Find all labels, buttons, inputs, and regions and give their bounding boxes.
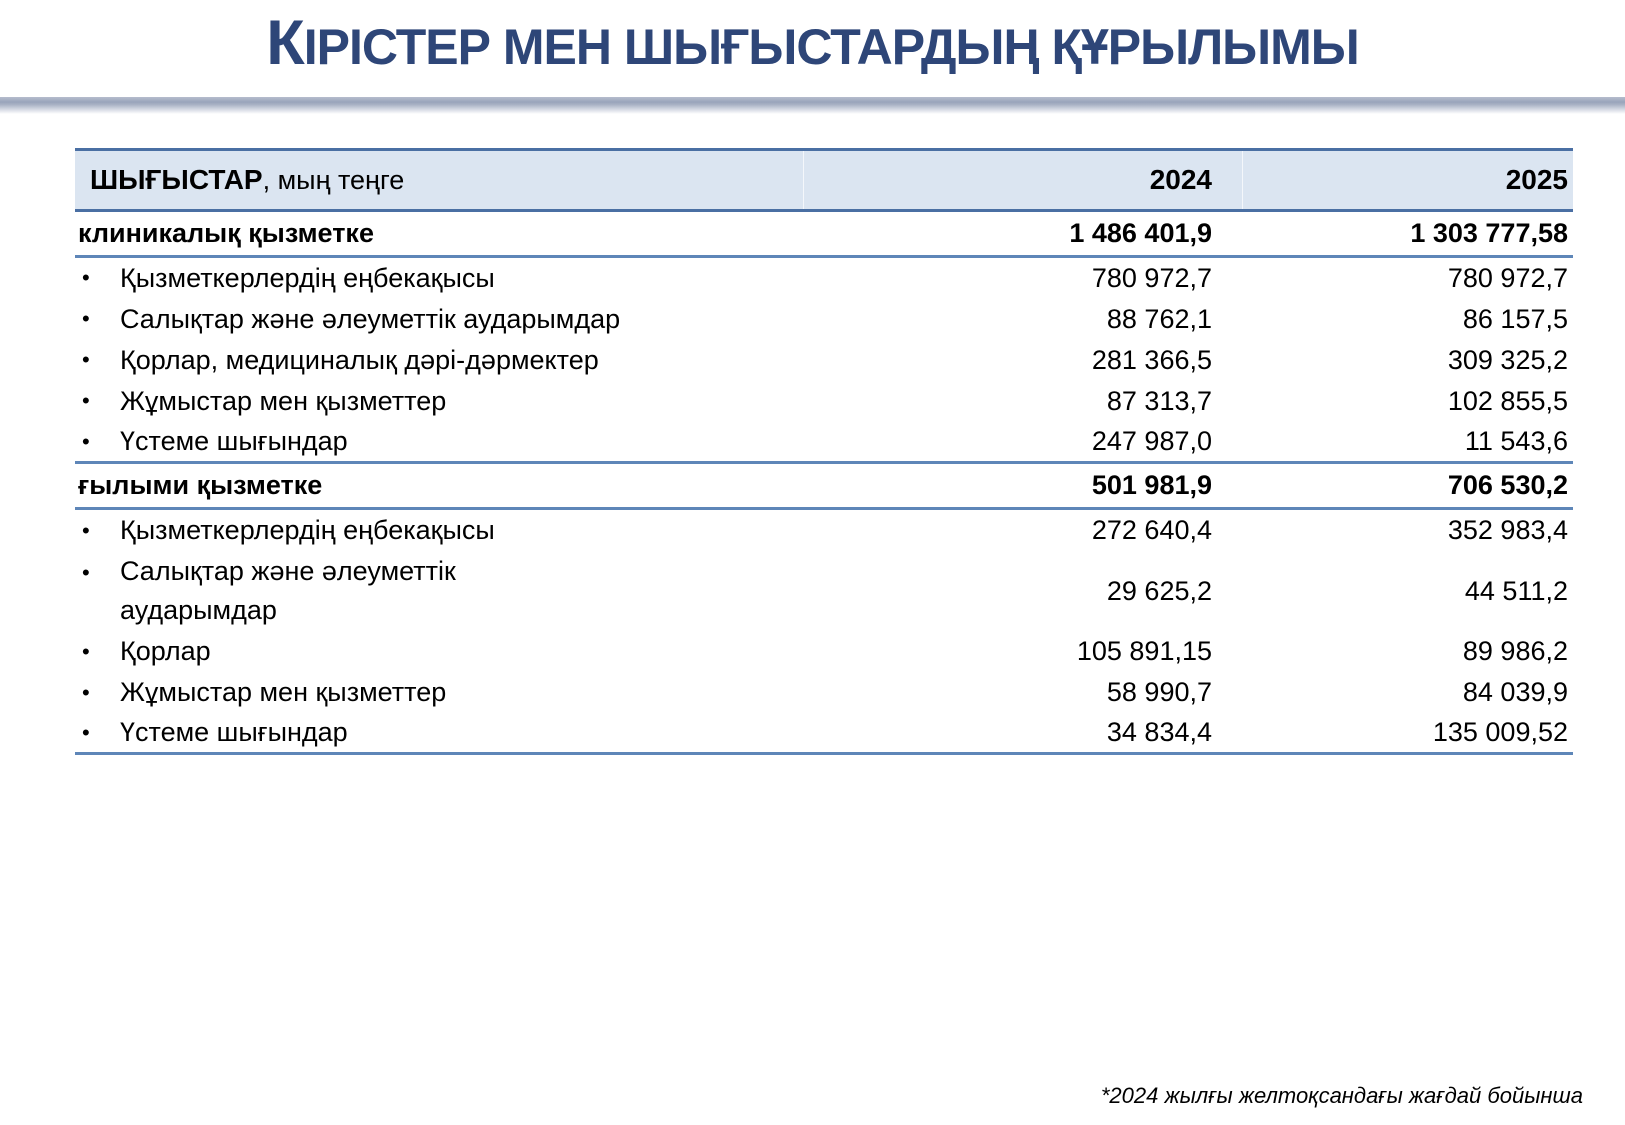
value-2024: 247 987,0 <box>1091 426 1212 457</box>
footnote: *2024 жылғы желтоқсандағы жағдай бойынша <box>1100 1083 1583 1108</box>
value-2024: 34 834,4 <box>1106 717 1212 748</box>
table-row <box>75 299 1573 340</box>
value-2024: 501 981,9 <box>1091 470 1212 501</box>
value-2025: 44 511,2 <box>1464 575 1568 606</box>
table-row <box>75 381 1573 422</box>
row-label: • Жұмыстар мен қызметтер <box>75 382 803 421</box>
section-row-clinical <box>75 212 1573 258</box>
expenses-table <box>75 148 1573 755</box>
value-2024: 29 625,2 <box>1106 575 1212 606</box>
value-2025: 780 972,7 <box>1447 263 1568 293</box>
bullet-icon: • <box>82 638 90 664</box>
value-2025: 309 325,2 <box>1447 345 1568 375</box>
row-label: • Жұмыстар мен қызметтер <box>75 673 803 712</box>
row-label: • Салықтар және әлеуметтік аударымдар <box>75 552 803 630</box>
table-header-row <box>75 148 1573 212</box>
bullet-icon: • <box>82 679 90 705</box>
table-row <box>75 713 1573 755</box>
page-title: КІРІСТЕР МЕН ШЫҒЫСТАРДЫҢ ҚҰРЫЛЫМЫ <box>266 8 1359 78</box>
header-year-2024: 2024 <box>803 151 1242 209</box>
bullet-icon: • <box>82 265 90 291</box>
row-label: • Қорлар, медициналық дәрі-дәрмектер <box>75 341 803 380</box>
header-label-unit: , мың теңге <box>262 164 405 195</box>
value-2025: 11 543,6 <box>1464 426 1568 457</box>
value-2025: 135 009,52 <box>1432 717 1568 748</box>
value-2024: 780 972,7 <box>1091 263 1212 293</box>
table-row <box>75 258 1573 299</box>
value-2025: 89 986,2 <box>1462 636 1568 667</box>
row-label: • Үстеме шығындар <box>75 422 803 461</box>
header-label <box>75 164 803 196</box>
bullet-icon: • <box>82 347 90 373</box>
row-label: • Қорлар <box>75 632 803 671</box>
value-2025: 1 303 777,58 <box>1410 218 1568 248</box>
bullet-icon: • <box>82 560 90 585</box>
bullet-icon: • <box>82 428 90 454</box>
table-row <box>75 672 1573 713</box>
value-2025: 352 983,4 <box>1447 515 1568 546</box>
row-label: • Қызметкерлердің еңбекақысы <box>75 511 803 550</box>
table-row <box>75 422 1573 464</box>
bullet-icon: • <box>82 388 90 414</box>
row-label: • Үстеме шығындар <box>75 713 803 752</box>
value-2024: 105 891,15 <box>1076 636 1212 667</box>
bullet-icon: • <box>82 517 90 543</box>
value-2024: 87 313,7 <box>1106 386 1212 416</box>
value-2025: 102 855,5 <box>1447 386 1568 416</box>
value-2024: 58 990,7 <box>1106 677 1212 708</box>
section-label: клиникалық қызметке <box>78 218 374 248</box>
row-label: • Қызметкерлердің еңбекақысы <box>75 259 803 298</box>
bullet-icon: • <box>82 719 90 745</box>
table-row <box>75 510 1573 551</box>
header-label-bold: ШЫҒЫСТАР <box>90 164 263 195</box>
section-label: ғылыми қызметке <box>78 470 323 501</box>
table-row <box>75 551 1573 631</box>
row-label: • Салықтар және әлеуметтік аударымдар <box>75 300 803 339</box>
value-2025: 84 039,9 <box>1462 677 1568 708</box>
table-row <box>75 631 1573 672</box>
section-row-scientific <box>75 464 1573 510</box>
value-2024: 272 640,4 <box>1091 515 1212 546</box>
bullet-icon: • <box>82 306 90 332</box>
value-2024: 88 762,1 <box>1106 304 1212 334</box>
divider-bar <box>0 97 1625 114</box>
value-2025: 706 530,2 <box>1447 470 1568 501</box>
table-row <box>75 340 1573 381</box>
value-2025: 86 157,5 <box>1462 304 1568 334</box>
value-2024: 1 486 401,9 <box>1069 218 1212 248</box>
value-2024: 281 366,5 <box>1091 345 1212 375</box>
header-year-2025: 2025 <box>1242 151 1573 209</box>
